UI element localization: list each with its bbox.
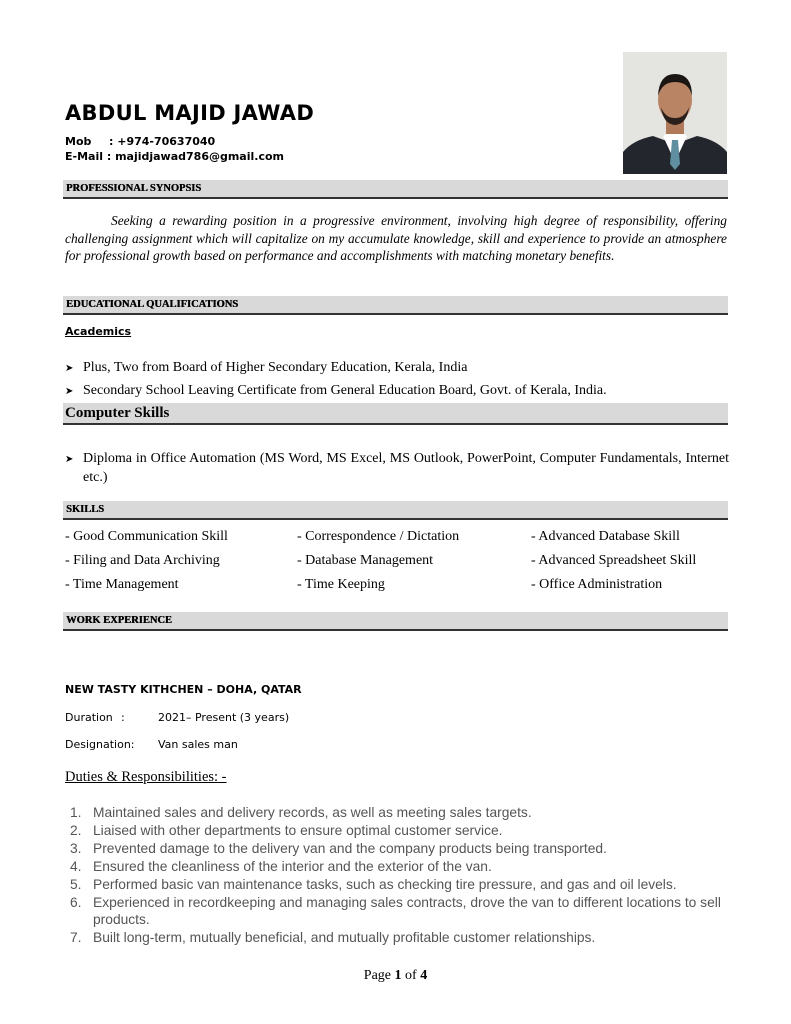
mobile-value: : +974-70637040 bbox=[109, 135, 216, 148]
arrow-bullet-icon: ➤ bbox=[65, 363, 74, 374]
section-header-work: WORK EXPERIENCE bbox=[63, 612, 728, 631]
skill-item: - Advanced Spreadsheet Skill bbox=[531, 553, 697, 568]
academics-subheading: Academics bbox=[65, 325, 132, 338]
list-item: ➤ Plus, Two from Board of Higher Secondary Education, Kerala, India bbox=[65, 359, 467, 378]
mobile-label: Mob bbox=[65, 135, 92, 148]
mobile-line bbox=[65, 135, 216, 148]
duties-list bbox=[65, 804, 725, 947]
skill-item: - Filing and Data Archiving bbox=[65, 553, 220, 568]
page-number: Page 1 of 4 bbox=[363, 968, 428, 983]
email-line bbox=[65, 150, 284, 163]
skill-item: - Office Administration bbox=[531, 577, 663, 592]
list-item: 5. Performed basic van maintenance tasks, such as checking tire pressure, and gas and oil levels. bbox=[70, 876, 677, 892]
skill-item: - Good Communication Skill bbox=[65, 529, 228, 544]
list-item: 4. Ensured the cleanliness of the interior and the exterior of the van. bbox=[70, 858, 492, 874]
profile-photo bbox=[623, 52, 727, 174]
list-item: 2. Liaised with other departments to ensure optimal customer service. bbox=[70, 822, 503, 838]
duration-value: 2021– Present (3 years) bbox=[158, 711, 290, 724]
duration-label: Duration bbox=[65, 711, 113, 724]
list-item: ➤ Diploma in Office Automation (MS Word, MS Excel, MS Outlook, PowerPoint, Computer Fundamentals, Internet etc.) bbox=[65, 451, 729, 485]
list-item: 1. Maintained sales and delivery records, as well as meeting sales targets. bbox=[70, 805, 532, 820]
list-item: 7. Built long-term, mutually beneficial, and mutually profitable customer relationships. bbox=[70, 930, 596, 946]
email-label: E-Mail : bbox=[65, 150, 112, 163]
skill-item: - Time Management bbox=[65, 577, 179, 592]
person-photo-icon bbox=[623, 52, 727, 174]
skill-item: - Time Keeping bbox=[297, 577, 385, 592]
duties-heading: Duties & Responsibilities: - bbox=[65, 769, 227, 785]
skill-item: - Advanced Database Skill bbox=[531, 529, 680, 544]
section-header-synopsis: PROFESSIONAL SYNOPSIS bbox=[63, 180, 728, 199]
skill-item: - Database Management bbox=[297, 553, 434, 568]
designation-label: Designation: bbox=[65, 738, 135, 751]
synopsis-text: Seeking a rewarding position in a progressive environment, involving high degree of responsibility, offering challenging assignment which will capitalize on my accumulate knowledge, skill and experience to provide an atmosphere for professional growth based on performance and accomplishments with matching monetary benefits. bbox=[65, 213, 727, 263]
list-item: 6. Experienced in recordkeeping and managing sales contracts, drove the van to different locations to sell products. bbox=[70, 894, 721, 928]
section-header-skills: SKILLS bbox=[63, 501, 728, 520]
candidate-name: ABDUL MAJID JAWAD bbox=[65, 101, 315, 125]
list-item: 3. Prevented damage to the delivery van and the company products being transported. bbox=[70, 840, 607, 856]
skill-item: - Correspondence / Dictation bbox=[297, 529, 460, 544]
arrow-bullet-icon: ➤ bbox=[65, 454, 74, 465]
email-value: majidjawad786@gmail.com bbox=[115, 150, 284, 163]
section-header-education: EDUCATIONAL QUALIFICATIONS bbox=[63, 296, 728, 315]
duration-separator: : bbox=[121, 711, 125, 724]
company-name: NEW TASTY KITHCHEN – DOHA, QATAR bbox=[65, 683, 302, 696]
section-header-computer-skills: Computer Skills bbox=[63, 403, 728, 425]
list-item: ➤ Secondary School Leaving Certificate from General Education Board, Govt. of Kerala, India. bbox=[65, 382, 607, 401]
arrow-bullet-icon: ➤ bbox=[65, 386, 74, 397]
designation-value: Van sales man bbox=[158, 738, 238, 751]
